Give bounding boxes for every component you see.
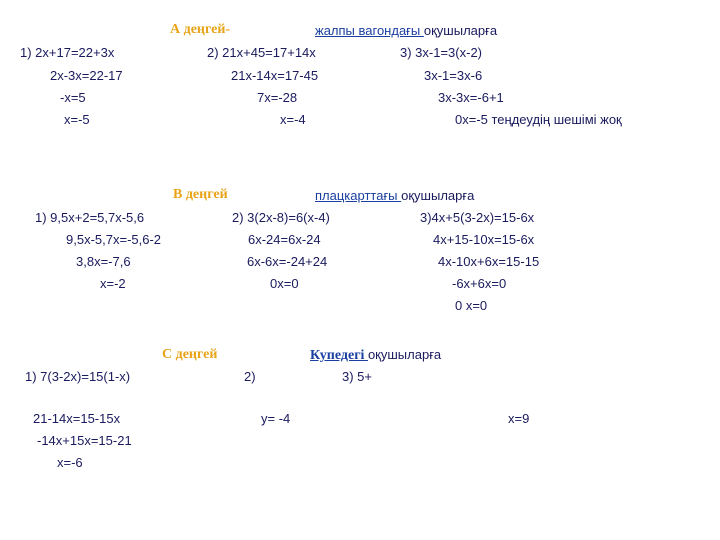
section-c-group-rest: оқушыларға — [367, 347, 442, 362]
eq-c1-line3: -14х+15х=15-21 — [37, 433, 132, 448]
section-b-group — [315, 188, 474, 204]
eq-a2-line1: 2) 21х+45=17+14х — [207, 45, 316, 60]
section-b-group-rest: оқушыларға — [401, 188, 475, 203]
eq-a1-line2: 2х-3х=22-17 — [50, 68, 123, 83]
eq-b2-line4: 0х=0 — [270, 276, 299, 291]
eq-c1-line1: 1) 7(3-2х)=15(1-х) — [25, 369, 131, 384]
eq-c3-line2: х=9 — [508, 411, 530, 426]
eq-b3-line5: 0 х=0 — [455, 298, 488, 313]
section-c-group — [310, 347, 441, 364]
section-a-level: А деңгей- — [170, 22, 231, 37]
eq-c1-line4: х=-6 — [57, 455, 83, 470]
eq-b3-line1: 3)4х+5(3-2х)=15-6х — [420, 210, 535, 225]
eq-c2-line2: у= -4 — [261, 411, 291, 426]
eq-b1-line2: 9,5х-5,7х=-5,6-2 — [66, 232, 162, 247]
section-a-group-underlined: жалпы вагондағы — [315, 23, 424, 38]
eq-a3-line1: 3) 3х-1=3(х-2) — [400, 45, 482, 60]
eq-a3-line2: 3х-1=3х-6 — [424, 68, 483, 83]
eq-c3-line1: 3) 5+ — [342, 369, 372, 384]
section-b-group-underlined: плацкарттағы — [315, 188, 402, 203]
eq-b2-line1: 2) 3(2х-8)=6(х-4) — [232, 210, 330, 225]
eq-b3-line3: 4х-10х+6х=15-15 — [438, 254, 540, 269]
eq-a3-line4: 0х=-5 теңдеудің шешімі жоқ — [455, 112, 622, 127]
section-a-group-rest: оқушыларға — [423, 23, 498, 38]
eq-b3-line4: -6х+6х=0 — [452, 276, 507, 291]
eq-a2-line4: х=-4 — [280, 112, 306, 127]
section-b-level: В деңгей — [173, 187, 228, 202]
eq-a2-line3: 7х=-28 — [257, 90, 298, 105]
eq-b2-line3: 6х-6х=-24+24 — [247, 254, 328, 269]
eq-a1-line1: 1) 2х+17=22+3х — [20, 45, 115, 60]
eq-c2-line1: 2) — [244, 369, 256, 384]
eq-a2-line2: 21х-14х=17-45 — [231, 68, 319, 83]
eq-c1-line2: 21-14х=15-15х — [33, 411, 121, 426]
eq-a1-line3: -х=5 — [60, 90, 86, 105]
section-c-level: С деңгей — [162, 347, 218, 362]
eq-b1-line3: 3,8х=-7,6 — [76, 254, 131, 269]
eq-b1-line4: х=-2 — [100, 276, 126, 291]
eq-b2-line2: 6х-24=6х-24 — [248, 232, 321, 247]
section-c-group-underlined: Купедегі — [310, 348, 368, 363]
eq-a1-line4: х=-5 — [64, 112, 90, 127]
eq-a3-line3: 3х-3х=-6+1 — [438, 90, 504, 105]
eq-b1-line1: 1) 9,5х+2=5,7х-5,6 — [35, 210, 145, 225]
eq-b3-line2: 4х+15-10х=15-6х — [433, 232, 535, 247]
section-a-group — [315, 23, 497, 39]
